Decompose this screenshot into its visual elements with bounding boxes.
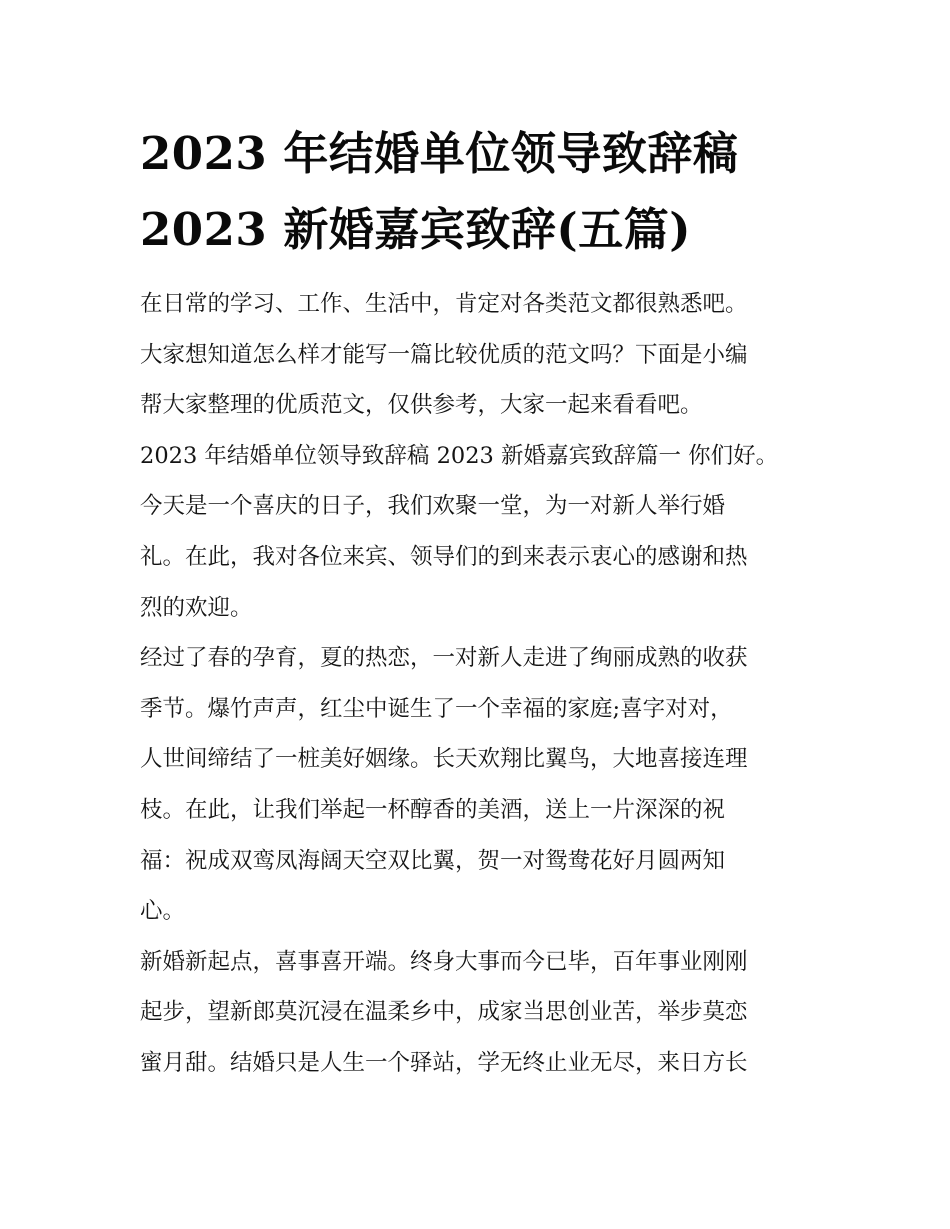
body-line: 帮大家整理的优质范文，仅供参考，大家一起来看看吧。 (140, 392, 703, 419)
title-line-2: 2023 新婚嘉宾致辞(五篇) (140, 203, 691, 256)
document-title (140, 116, 840, 268)
body-line: 烈的欢迎。 (140, 594, 253, 621)
body-line: 礼。在此，我对各位来宾、领导们的到来表示衷心的感谢和热 (140, 543, 748, 570)
body-line: 2023 年结婚单位领导致辞稿 2023 新婚嘉宾致辞篇一 你们好。 (140, 442, 779, 469)
document-body (140, 279, 812, 1089)
body-line: 今天是一个喜庆的日子，我们欢聚一堂，为一对新人举行婚 (140, 493, 726, 520)
body-line: 新婚新起点，喜事喜开端。终身大事而今已毕，百年事业刚刚 (140, 948, 748, 975)
body-line: 枝。在此，让我们举起一杯醇香的美酒，送上一片深深的祝 (140, 796, 726, 823)
title-line-1: 2023 年结婚单位领导致辞稿 (140, 127, 739, 180)
body-line: 大家想知道怎么样才能写一篇比较优质的范文吗？下面是小编 (140, 341, 748, 368)
body-line: 福：祝成双鸾凤海阔天空双比翼，贺一对鸳鸯花好月圆两知 (140, 847, 726, 874)
body-line: 人世间缔结了一桩美好姻缘。长天欢翔比翼鸟，大地喜接连理 (140, 746, 748, 773)
body-line: 起步，望新郎莫沉浸在温柔乡中，成家当思创业苦，举步莫恋 (140, 999, 748, 1026)
body-line: 蜜月甜。结婚只是人生一个驿站，学无终止业无尽，来日方长 (140, 1049, 748, 1076)
body-line: 季节。爆竹声声，红尘中诞生了一个幸福的家庭;喜字对对， (140, 695, 733, 722)
body-line: 经过了春的孕育，夏的热恋，一对新人走进了绚丽成熟的收获 (140, 645, 748, 672)
body-line: 心。 (140, 898, 186, 925)
body-line: 在日常的学习、工作、生活中，肯定对各类范文都很熟悉吧。 (140, 291, 748, 317)
